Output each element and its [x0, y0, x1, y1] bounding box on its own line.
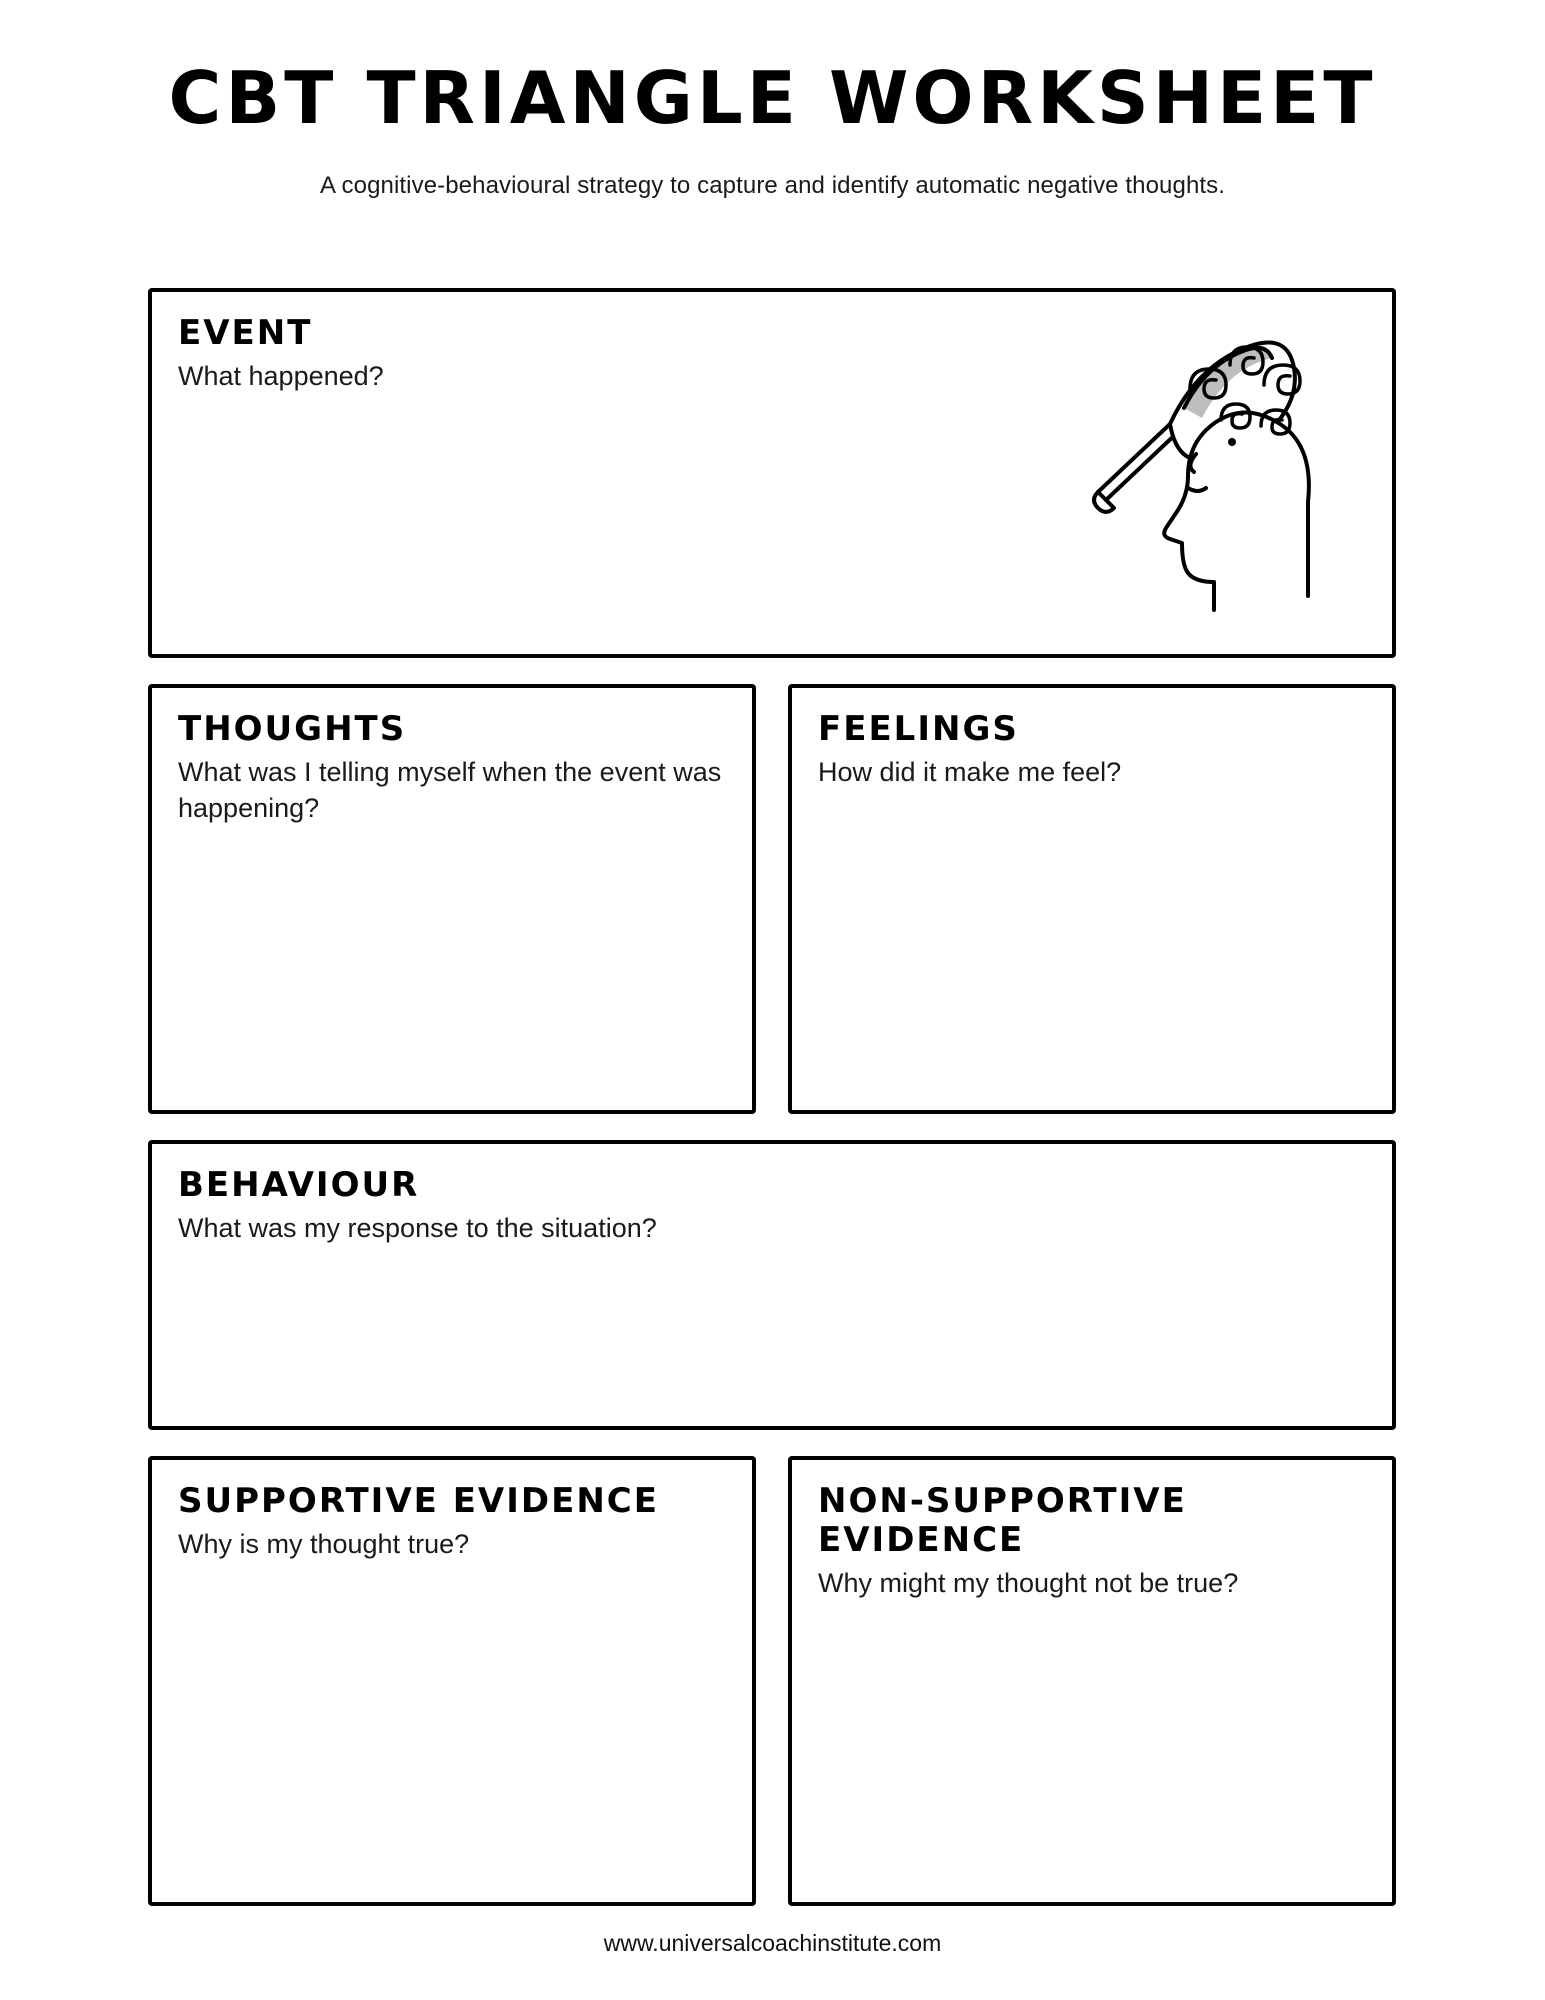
section-event[interactable] [148, 288, 1396, 658]
section-feelings-heading: FEELINGS [818, 709, 1019, 749]
row-evidence [148, 1456, 1396, 1906]
section-feelings[interactable] [788, 684, 1396, 1114]
page-title: CBT TRIANGLE WORKSHEET [168, 56, 1377, 140]
section-feelings-prompt: How did it make me feel? [818, 757, 1122, 788]
section-supportive-evidence[interactable] [148, 1456, 756, 1906]
row-behaviour [148, 1140, 1396, 1430]
section-behaviour-prompt: What was my response to the situation? [178, 1213, 657, 1244]
section-event-heading: EVENT [178, 313, 313, 353]
section-thoughts[interactable] [148, 684, 756, 1114]
row-thoughts-feelings [148, 684, 1396, 1114]
footer-url: www.universalcoachinstitute.com [603, 1930, 942, 1956]
section-behaviour[interactable] [148, 1140, 1396, 1430]
section-non-supportive-evidence-prompt: Why might my thought not be true? [818, 1568, 1239, 1599]
worksheet-body [148, 288, 1396, 1932]
section-supportive-evidence-prompt: Why is my thought true? [178, 1529, 470, 1560]
section-supportive-evidence-heading: SUPPORTIVE EVIDENCE [178, 1481, 659, 1521]
section-event-prompt: What happened? [178, 361, 384, 392]
butterfly-net-catching-thoughts-head-icon [1084, 302, 1374, 622]
section-thoughts-prompt: What was I telling myself when the event was happening? [178, 757, 722, 823]
row-event [148, 288, 1396, 658]
page-subtitle: A cognitive-behavioural strategy to capture and identify automatic negative thoughts. [319, 172, 1226, 199]
section-behaviour-heading: BEHAVIOUR [178, 1165, 420, 1205]
section-non-supportive-evidence[interactable] [788, 1456, 1396, 1906]
section-non-supportive-evidence-heading: NON-SUPPORTIVE EVIDENCE [818, 1481, 1187, 1561]
section-thoughts-heading: THOUGHTS [178, 709, 407, 749]
